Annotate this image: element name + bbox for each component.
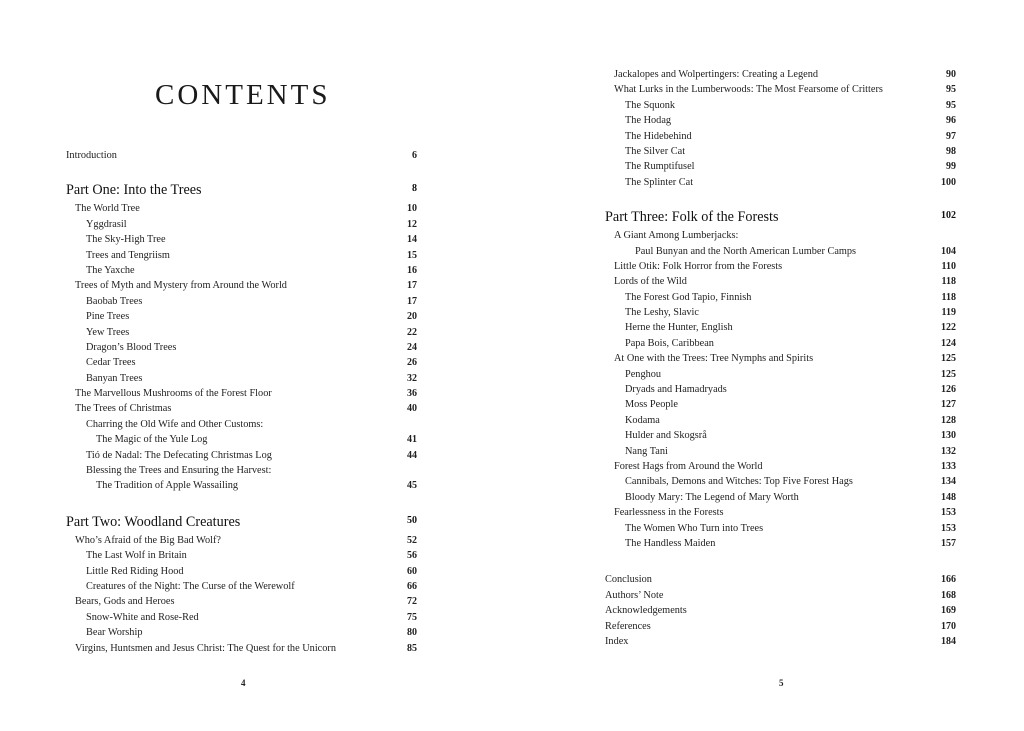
toc-page-number: 122: [941, 322, 956, 334]
toc-entry-title: Little Otik: Folk Horror from the Forests: [614, 260, 783, 272]
toc-entry-title: Jackalopes and Wolpertingers: Creating a Legend: [614, 69, 818, 80]
toc-page-number: 12: [407, 218, 417, 230]
toc-page-number: 90: [946, 69, 956, 80]
toc-entry-title: Penghou: [625, 368, 662, 380]
toc-entry-title: The Hidebehind: [625, 130, 692, 142]
toc-entry-title: The Leshy, Slavic: [625, 307, 699, 319]
toc-page-number: 66: [407, 580, 417, 592]
toc-entry-title: Authors’ Note: [605, 589, 664, 601]
toc-entry-title: Charring the Old Wife and Other Customs:: [86, 418, 264, 430]
toc-entry[interactable]: [605, 159, 956, 174]
toc-entry-title: Yew Trees: [86, 326, 130, 338]
toc-page-number: 8: [412, 183, 417, 195]
toc-entry[interactable]: [605, 382, 956, 397]
toc-entry-title: The Rumptifusel: [625, 161, 695, 173]
toc-entry[interactable]: [605, 428, 956, 443]
toc-page-number: 133: [941, 460, 956, 472]
toc-entry[interactable]: [605, 336, 956, 351]
toc-page-number: 148: [941, 491, 956, 503]
toc-page-number: 72: [407, 596, 417, 608]
toc-entry[interactable]: [605, 572, 956, 587]
toc-entry-title: The Magic of the Yule Log: [96, 434, 208, 446]
toc-entry-title: The Splinter Cat: [625, 176, 694, 188]
toc-entry-title: Yggdrasil: [86, 218, 127, 230]
toc-entry[interactable]: [605, 367, 956, 382]
toc-entry-title: Cedar Trees: [86, 357, 136, 369]
toc-entry-title: Trees and Tengriism: [86, 249, 170, 261]
toc-entry[interactable]: [605, 459, 956, 474]
toc-entry[interactable]: [605, 521, 956, 536]
toc-page-number: 184: [941, 635, 956, 647]
toc-entry-title: Lords of the Wild: [614, 276, 687, 288]
toc-entry-title: Blessing the Trees and Ensuring the Harvest:: [86, 465, 272, 477]
toc-entry-title: The Yaxche: [86, 264, 135, 276]
toc-entry[interactable]: [605, 634, 956, 649]
toc-page-number: 80: [407, 627, 417, 639]
toc-page-number: 100: [941, 176, 956, 188]
toc-page-number: 52: [407, 534, 417, 546]
toc-entry[interactable]: [605, 144, 956, 159]
toc-page-number: 166: [941, 574, 956, 586]
toc-page-number: 40: [407, 403, 417, 415]
toc-entry[interactable]: [605, 619, 956, 634]
toc-page-number: 110: [941, 260, 956, 272]
toc-entry[interactable]: [605, 536, 956, 551]
toc-entry-title: Hulder and Skogsrå: [625, 430, 707, 442]
toc-page-number: 168: [941, 589, 956, 601]
toc-page-number: 118: [941, 276, 956, 288]
toc-page-number: 97: [946, 130, 956, 142]
toc-page-number: 75: [407, 611, 417, 623]
toc-page-number: 134: [941, 476, 956, 488]
toc-entry-title: The Last Wolf in Britain: [86, 550, 187, 562]
toc-entry-title: The Silver Cat: [625, 145, 686, 157]
toc-entry-title: The Marvellous Mushrooms of the Forest Floor: [75, 388, 272, 400]
toc-entry-title: Paul Bunyan and the North American Lumber Camps: [635, 245, 857, 257]
page-number: 5: [779, 678, 784, 688]
toc-entry[interactable]: [605, 175, 956, 190]
toc-entry[interactable]: [605, 290, 956, 305]
toc-page-number: 17: [407, 280, 417, 292]
toc-entry-title: Conclusion: [605, 574, 652, 586]
toc-entry-title: Snow-White and Rose-Red: [86, 611, 199, 623]
toc-entry-title: Forest Hags from Around the World: [614, 460, 763, 472]
toc-entry[interactable]: [605, 228, 956, 243]
toc-page-number: 128: [941, 414, 956, 426]
toc-entry[interactable]: [605, 67, 956, 82]
toc-entry-title: Pine Trees: [86, 311, 130, 323]
toc-entry-title: The Hodag: [625, 115, 672, 127]
toc-entry[interactable]: [605, 505, 956, 520]
toc-page-number: 20: [407, 311, 417, 323]
toc-entry-title: Part Two: Woodland Creatures: [66, 513, 241, 530]
toc-page-number: 118: [941, 291, 956, 303]
toc-page-number: 16: [407, 264, 417, 276]
toc-entry[interactable]: [605, 413, 956, 428]
toc-entry-title: The Handless Maiden: [625, 537, 716, 549]
toc-entry-title: The Squonk: [625, 99, 676, 111]
toc-entry[interactable]: [605, 129, 956, 144]
toc-entry[interactable]: [605, 113, 956, 128]
toc-entry-title: Virgins, Huntsmen and Jesus Christ: The Quest for the Unicorn: [75, 642, 336, 654]
toc-page-number: 104: [941, 245, 956, 257]
toc-entry-title: References: [605, 620, 651, 632]
toc-entry-title: The Trees of Christmas: [75, 403, 172, 415]
toc-entry-title: Index: [605, 635, 629, 647]
toc-page-number: 170: [941, 620, 956, 632]
toc-entry-title: The Tradition of Apple Wassailing: [96, 480, 238, 492]
contents-list-continued: [605, 67, 956, 649]
toc-page-number: 125: [941, 368, 956, 380]
toc-entry-title: Introduction: [66, 150, 117, 161]
toc-entry-title: Little Red Riding Hood: [86, 565, 184, 577]
toc-page-number: 60: [407, 565, 417, 577]
toc-page-number: 102: [941, 210, 956, 222]
toc-entry-title: Bears, Gods and Heroes: [75, 596, 175, 608]
toc-entry-title: At One with the Trees: Tree Nymphs and Spirits: [614, 353, 814, 365]
toc-page-number: 127: [941, 399, 956, 411]
toc-entry-title: Part One: Into the Trees: [66, 182, 202, 199]
toc-entry-title: Part Three: Folk of the Forests: [605, 209, 779, 226]
toc-page-number: 98: [946, 145, 956, 157]
toc-entry-title: Fearlessness in the Forests: [614, 507, 724, 519]
toc-page-number: 95: [946, 84, 956, 96]
toc-part-heading[interactable]: [605, 207, 956, 228]
toc-entry-title: The Sky-High Tree: [86, 234, 166, 246]
toc-entry[interactable]: [605, 444, 956, 459]
toc-page-number: 124: [941, 337, 956, 349]
toc-entry[interactable]: [605, 474, 956, 489]
toc-entry-title: What Lurks in the Lumberwoods: The Most Fearsome of Critters: [614, 84, 883, 96]
toc-entry-title: Tió de Nadal: The Defecating Christmas Log: [86, 449, 272, 461]
toc-entry[interactable]: [605, 603, 956, 618]
toc-entry-title: The Women Who Turn into Trees: [625, 522, 764, 534]
toc-page-number: 24: [407, 341, 417, 353]
toc-entry-title: Trees of Myth and Mystery from Around the World: [75, 280, 287, 292]
toc-page-number: 22: [407, 326, 417, 338]
toc-page-number: 6: [412, 150, 417, 161]
toc-entry-title: Kodama: [625, 414, 660, 426]
toc-entry[interactable]: [605, 490, 956, 505]
toc-entry-title: Herne the Hunter, English: [625, 322, 733, 334]
toc-entry[interactable]: [605, 305, 956, 320]
toc-entry-title: Dryads and Hamadryads: [625, 384, 727, 396]
toc-entry-title: Bear Worship: [86, 627, 143, 639]
toc-entry[interactable]: [605, 351, 956, 366]
page-title: CONTENTS: [155, 79, 331, 112]
toc-entry[interactable]: [605, 320, 956, 335]
toc-page-number: 56: [407, 550, 417, 562]
toc-page-number: 132: [941, 445, 956, 457]
toc-entry[interactable]: [605, 397, 956, 412]
toc-entry-title: Baobab Trees: [86, 295, 143, 307]
toc-page-number: 153: [941, 522, 956, 534]
toc-page-number: 153: [941, 507, 956, 519]
toc-page-number: 126: [941, 384, 956, 396]
toc-page-number: 26: [407, 357, 417, 369]
toc-page-number: 99: [946, 161, 956, 173]
toc-page-number: 125: [941, 353, 956, 365]
toc-entry-title: Banyan Trees: [86, 372, 143, 384]
toc-page-number: 41: [407, 434, 417, 446]
toc-page-number: 130: [941, 430, 956, 442]
toc-entry[interactable]: [605, 244, 956, 259]
toc-entry-title: Bloody Mary: The Legend of Mary Worth: [625, 491, 799, 503]
toc-page-number: 14: [407, 234, 417, 246]
toc-entry-title: Acknowledgements: [605, 605, 687, 617]
toc-entry[interactable]: [605, 274, 956, 289]
toc-page-number: 17: [407, 295, 417, 307]
toc-entry-title: Moss People: [625, 399, 678, 411]
toc-entry-title: Who’s Afraid of the Big Bad Wolf?: [75, 534, 221, 546]
toc-page-number: 44: [407, 449, 417, 461]
toc-entry-title: Creatures of the Night: The Curse of the Werewolf: [86, 580, 295, 592]
toc-page-number: 169: [941, 605, 956, 617]
toc-entry[interactable]: [605, 82, 956, 97]
toc-page-number: 95: [946, 99, 956, 111]
toc-entry[interactable]: [605, 259, 956, 274]
toc-page-number: 10: [407, 203, 417, 215]
toc-entry-title: A Giant Among Lumberjacks:: [614, 230, 739, 242]
toc-entry-title: The Forest God Tapio, Finnish: [625, 291, 752, 303]
toc-entry[interactable]: [605, 98, 956, 113]
toc-page-number: 45: [407, 480, 417, 492]
toc-page-number: 15: [407, 249, 417, 261]
toc-entry-title: Papa Bois, Caribbean: [625, 337, 714, 349]
toc-page-number: 36: [407, 388, 417, 400]
toc-page-number: 85: [407, 642, 417, 654]
toc-entry-title: Nang Tani: [625, 445, 668, 457]
toc-page-number: 119: [941, 307, 956, 319]
toc-page-number: 157: [941, 537, 956, 549]
toc-page-number: 32: [407, 372, 417, 384]
toc-entry-title: Dragon’s Blood Trees: [86, 341, 177, 353]
toc-page-number: 50: [407, 514, 417, 526]
toc-entry-title: The World Tree: [75, 203, 140, 215]
page-number: 4: [241, 678, 246, 688]
toc-page-number: 96: [946, 115, 956, 127]
toc-entry[interactable]: [605, 588, 956, 603]
toc-entry-title: Cannibals, Demons and Witches: Top Five Forest Hags: [625, 476, 853, 488]
